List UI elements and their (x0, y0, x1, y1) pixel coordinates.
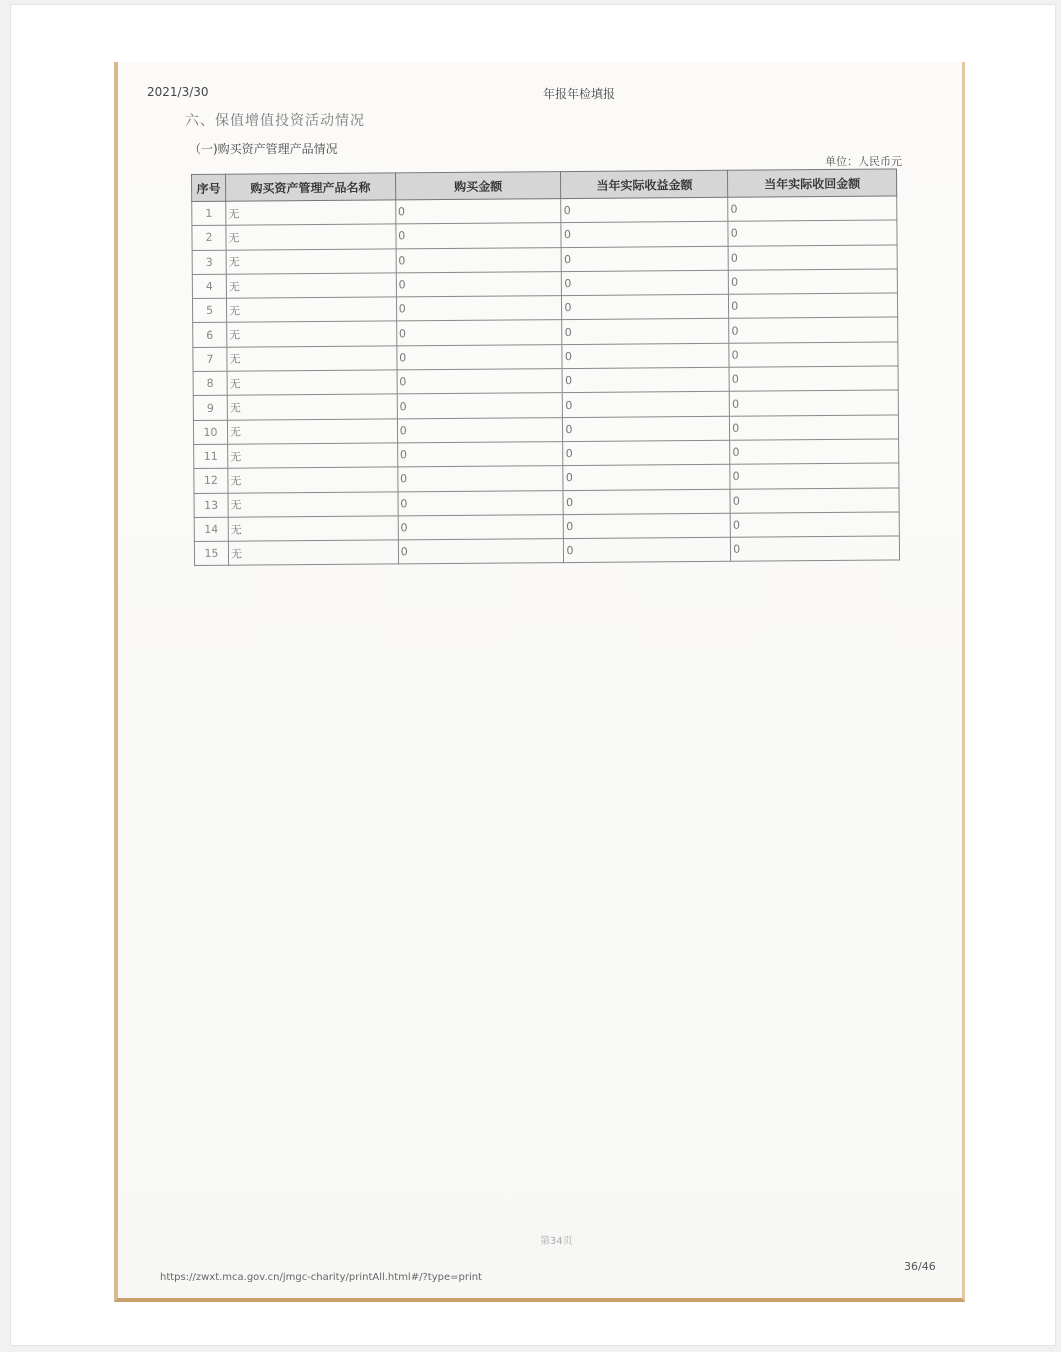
row-seq: 3 (192, 250, 226, 275)
row-income-amount: 0 (562, 294, 729, 320)
row-recovered-amount: 0 (729, 293, 898, 319)
row-product-name: 无 (227, 370, 397, 396)
row-recovered-amount: 0 (731, 536, 900, 562)
row-income-amount: 0 (562, 270, 729, 296)
row-seq: 5 (192, 298, 226, 323)
row-income-amount: 0 (562, 343, 729, 369)
print-title: 年报年检填报 (543, 87, 616, 101)
print-date: 2021/3/30 (147, 85, 209, 99)
row-seq: 8 (193, 371, 227, 396)
row-purchase-amount: 0 (396, 296, 562, 322)
row-product-name: 无 (226, 200, 396, 226)
column-header-product-name: 购买资产管理产品名称 (225, 173, 395, 201)
row-recovered-amount: 0 (728, 220, 897, 246)
row-seq: 10 (193, 420, 227, 445)
row-seq: 1 (192, 201, 226, 226)
row-product-name: 无 (226, 297, 396, 323)
row-income-amount: 0 (563, 440, 730, 466)
row-recovered-amount: 0 (730, 512, 899, 538)
row-product-name: 无 (227, 321, 397, 347)
row-product-name: 无 (228, 540, 398, 566)
row-income-amount: 0 (563, 489, 730, 515)
row-seq: 12 (194, 468, 228, 493)
row-purchase-amount: 0 (398, 514, 564, 540)
row-product-name: 无 (228, 443, 398, 469)
table-body (192, 196, 900, 566)
row-product-name: 无 (226, 224, 396, 250)
row-purchase-amount: 0 (398, 466, 564, 492)
row-recovered-amount: 0 (729, 366, 898, 392)
row-product-name: 无 (227, 394, 397, 420)
row-recovered-amount: 0 (728, 269, 897, 295)
row-recovered-amount: 0 (730, 488, 899, 514)
row-product-name: 无 (228, 467, 398, 493)
row-income-amount: 0 (562, 246, 729, 272)
unit-label: 单位：人民币元 (825, 155, 902, 168)
column-header-purchase-amount: 购买金额 (395, 172, 561, 200)
row-purchase-amount: 0 (398, 490, 564, 516)
row-income-amount: 0 (563, 392, 730, 418)
row-purchase-amount: 0 (397, 393, 563, 419)
row-purchase-amount: 0 (395, 199, 561, 225)
row-seq: 14 (194, 517, 228, 542)
row-recovered-amount: 0 (728, 245, 897, 271)
page-count: 36/46 (904, 1260, 936, 1273)
row-recovered-amount: 0 (730, 439, 899, 465)
row-income-amount: 0 (563, 416, 730, 442)
row-seq: 2 (192, 226, 226, 251)
column-header-income-amount: 当年实际收益金额 (561, 170, 728, 198)
row-seq: 6 (193, 323, 227, 348)
row-recovered-amount: 0 (729, 317, 898, 343)
row-seq: 11 (194, 444, 228, 469)
row-product-name: 无 (227, 419, 397, 445)
section-title: 六、保值增值投资活动情况 (185, 113, 365, 129)
row-seq: 4 (192, 274, 226, 299)
page-number-label: 第34页 (540, 1236, 573, 1247)
row-purchase-amount: 0 (396, 320, 562, 346)
row-purchase-amount: 0 (397, 417, 563, 443)
row-recovered-amount: 0 (730, 463, 899, 489)
row-purchase-amount: 0 (397, 344, 563, 370)
row-income-amount: 0 (563, 367, 730, 393)
row-income-amount: 0 (562, 319, 729, 345)
row-recovered-amount: 0 (730, 415, 899, 441)
column-header-seq: 序号 (192, 174, 226, 201)
row-purchase-amount: 0 (396, 271, 562, 297)
scanned-page (114, 62, 965, 1302)
row-seq: 7 (193, 347, 227, 372)
row-purchase-amount: 0 (396, 223, 562, 249)
asset-products-table (191, 168, 900, 566)
row-product-name: 无 (226, 273, 396, 299)
row-seq: 15 (194, 541, 228, 566)
row-recovered-amount: 0 (728, 196, 897, 222)
row-income-amount: 0 (561, 222, 728, 248)
viewer-canvas (10, 4, 1056, 1346)
row-income-amount: 0 (564, 513, 731, 539)
row-income-amount: 0 (563, 465, 730, 491)
row-recovered-amount: 0 (729, 390, 898, 416)
print-url: https://zwxt.mca.gov.cn/jmgc-charity/printAll.html#/?type=print (160, 1272, 482, 1283)
row-income-amount: 0 (564, 537, 731, 563)
row-purchase-amount: 0 (397, 442, 563, 468)
row-purchase-amount: 0 (396, 247, 562, 273)
table-row (194, 536, 899, 566)
row-purchase-amount: 0 (398, 539, 564, 565)
row-product-name: 无 (228, 516, 398, 542)
row-product-name: 无 (226, 248, 396, 274)
row-purchase-amount: 0 (397, 369, 563, 395)
row-seq: 9 (193, 396, 227, 421)
row-income-amount: 0 (561, 197, 728, 223)
row-product-name: 无 (228, 491, 398, 517)
row-seq: 13 (194, 493, 228, 518)
row-recovered-amount: 0 (729, 342, 898, 368)
column-header-recovered-amount: 当年实际收回金额 (728, 169, 897, 197)
row-product-name: 无 (227, 346, 397, 372)
section-subtitle: （一)购买资产管理产品情况 (189, 142, 338, 156)
